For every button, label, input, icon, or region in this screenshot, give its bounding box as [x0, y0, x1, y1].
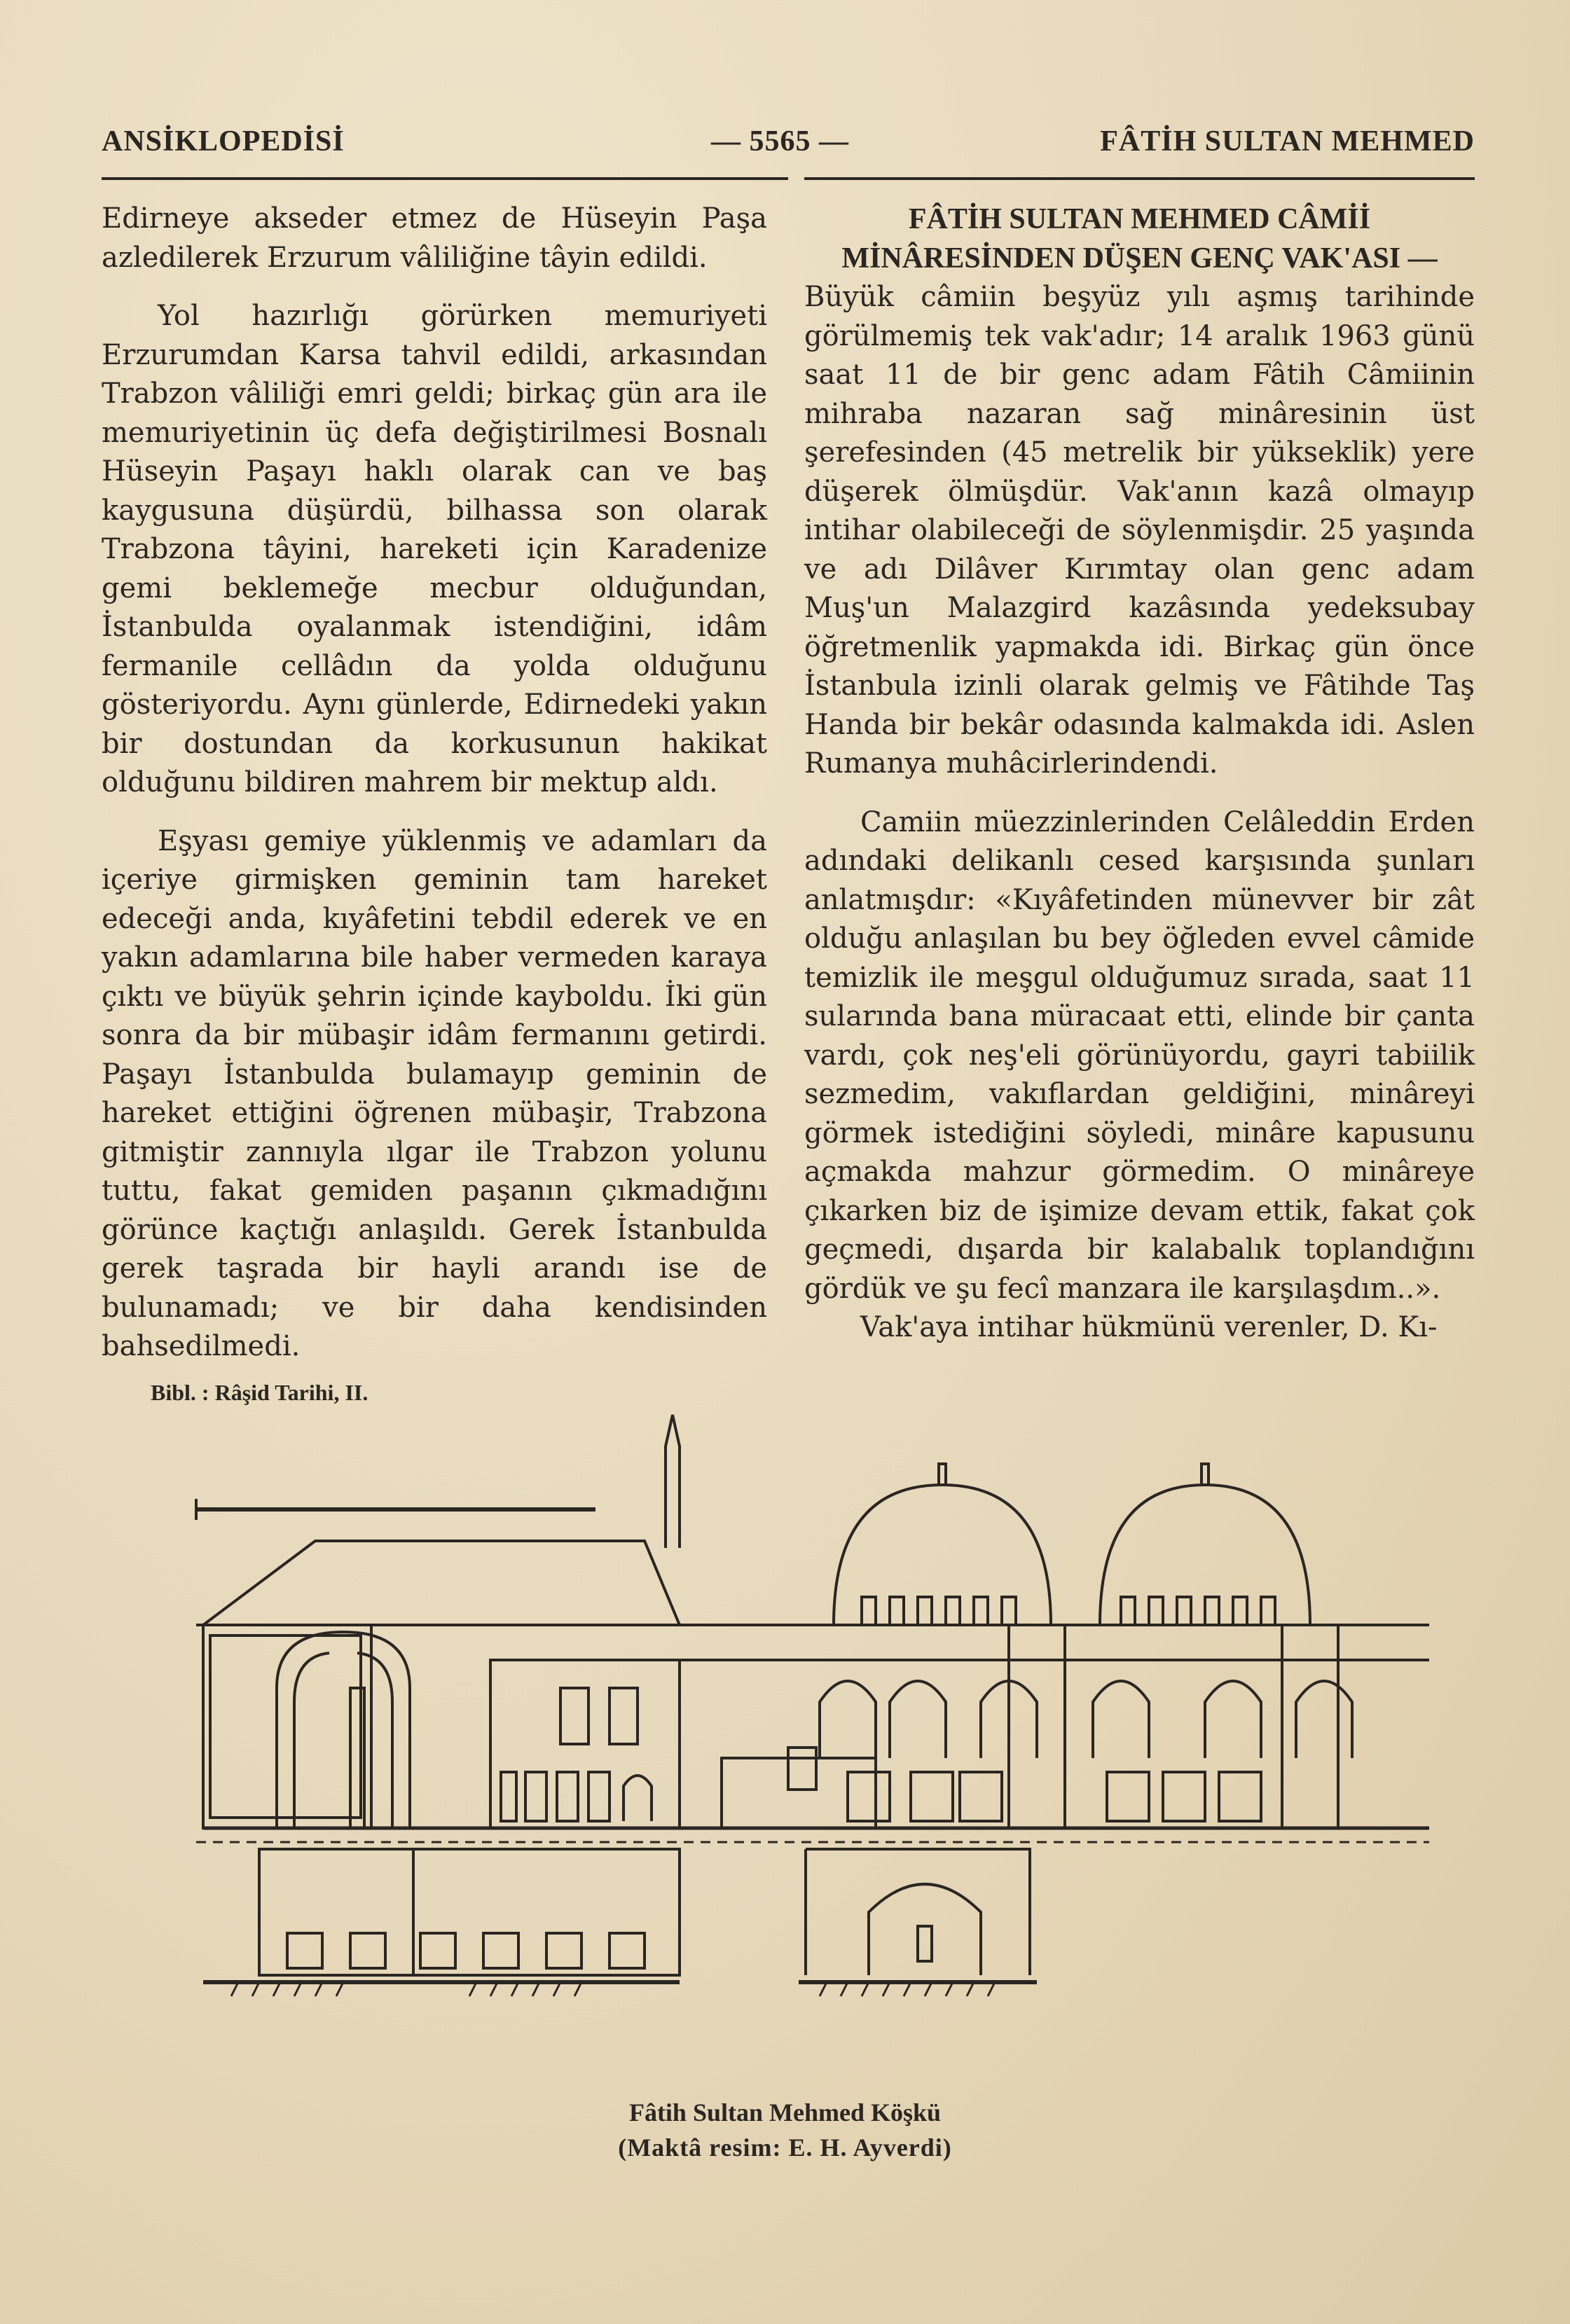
page-header [102, 119, 1475, 168]
left-column [102, 200, 767, 1412]
right-column [804, 200, 1475, 1348]
right-paragraph-1: Büyük câmiin beşyüz yılı aşmış tarihinde görülmemiş tek vak'adır; 14 aralık 1963 günü saat 11 de bir genc adam Fâtih Câmiinin mihraba nazaran sağ minâresinin üst şerefesinden (45 metrelik bir yükseklik) yere düşerek ölmüşdür. Vak'anın kazâ olmayıp intihar olabileceği de söylenmişdir. 25 yaşında ve adı Dilâver Kırımtay olan genc adam Muş'un Malazgird kazâsında yedeksubay öğretmenlik yapmakda idi. Birkaç gün önce İstanbula izinli olarak gelmiş ve Fâtihde Taş Handa bir bekâr odasında kalmakda idi. Aslen Rumanya muhâcirlerindendi. [804, 281, 1475, 780]
header-rule-right [804, 177, 1475, 180]
left-paragraph-2: Yol hazırlığı görürken memuriyeti Erzurumdan Karsa tahvil edildi, arkasından Trabzon vâliliği emri geldi; birkaç gün ara ile memuriyetinin üç defa değiştirilmesi Bosnalı Hüseyin Paşayı haklı olarak can ve baş kaygusuna düşürdü, bilhassa son olarak Trabzona tâyini, hareketi için Karadenize gemi beklemeğe mecbur olduğundan, İstanbulda oyalanmak istendiğini, idâm fermanile cellâdın da yolda olduğunu gösteriyordu. Aynı günlerde, Edirnedeki yakın bir dostundan da korkusunun hakikat olduğunu bildiren mahrem bir mektup aldı. [102, 300, 767, 798]
header-article-title: FÂTİH SULTAN MEHMED [1100, 125, 1475, 158]
header-encyclopedia-title: ANSİKLOPEDİSİ [102, 125, 345, 158]
right-paragraph-3: Vak'aya intihar hükmünü verenler, D. Kı- [860, 1311, 1438, 1343]
header-page-number: — 5565 — [711, 125, 849, 158]
bibliography: Bibl. : Râşid Tarihi, II. [151, 1379, 369, 1405]
figure-caption: Fâtih Sultan Mehmed Köşkü [628, 2098, 942, 2126]
section-heading: FÂTİH SULTAN MEHMED CÂMİİ MİNÂRESİNDEN DÜŞEN GENÇ VAK'ASI — [841, 203, 1438, 275]
pavilion-section-drawing [189, 1394, 1436, 2080]
right-paragraph-2: Camiin müezzinlerinden Celâleddin Erden adındaki delikanlı cesed karşısında şunları anlatmışdır: «Kıyâfetinden münevver bir zât olduğu anlaşılan bu bey öğleden evvel câmide temizlik ile meşgul olduğumuz sırada, saat 11 sularında bana müracaat etti, elinde bir çanta vardı, çok neş'eli görünüyordu, gayri tabiilik sezmedim, vakıflardan geldiğini, minâreyi görmek istediğini söyledi, minâre kapusunu açmakda mahzur görmedim. O minâreye çıkarken biz de işimize devam ettik, fakat çok geçmedi, dışarda bir kalabalık toplandığını gördük ve şu fecî manzara ile karşılaşdım..». [804, 805, 1475, 1305]
left-paragraph-1: Edirneye akseder etmez de Hüseyin Paşa azledilerek Erzurum vâliliğine tâyin edildi. [102, 202, 767, 274]
header-rule-left [102, 177, 788, 180]
left-paragraph-3: Eşyası gemiye yüklenmiş ve adamları da içeriye girmişken geminin tam hareket edeceği anda, kıyâfetini tebdil ederek ve en yakın adamlarına bile haber vermeden karaya çıktı ve büyük şehrin içinde kayboldu. İki gün sonra da bir mübaşir idâm fermanını getirdi. Paşayı İstanbulda bulamayıp geminin de hareket ettiğini öğrenen mübaşir, Trabzona gitmiştir zannıyla ılgar ile Trabzon yolunu tuttu, fakat gemiden paşanın çıkmadığını görünce kaçtığı anlaşıldı. Gerek İstanbulda gerek taşrada bir hayli arandı ise de bulunamadı; ve bir daha kendisinden bahsedilmedi. [102, 824, 767, 1362]
figure-credit: (Maktâ resim: E. H. Ayverdi) [618, 2133, 952, 2162]
